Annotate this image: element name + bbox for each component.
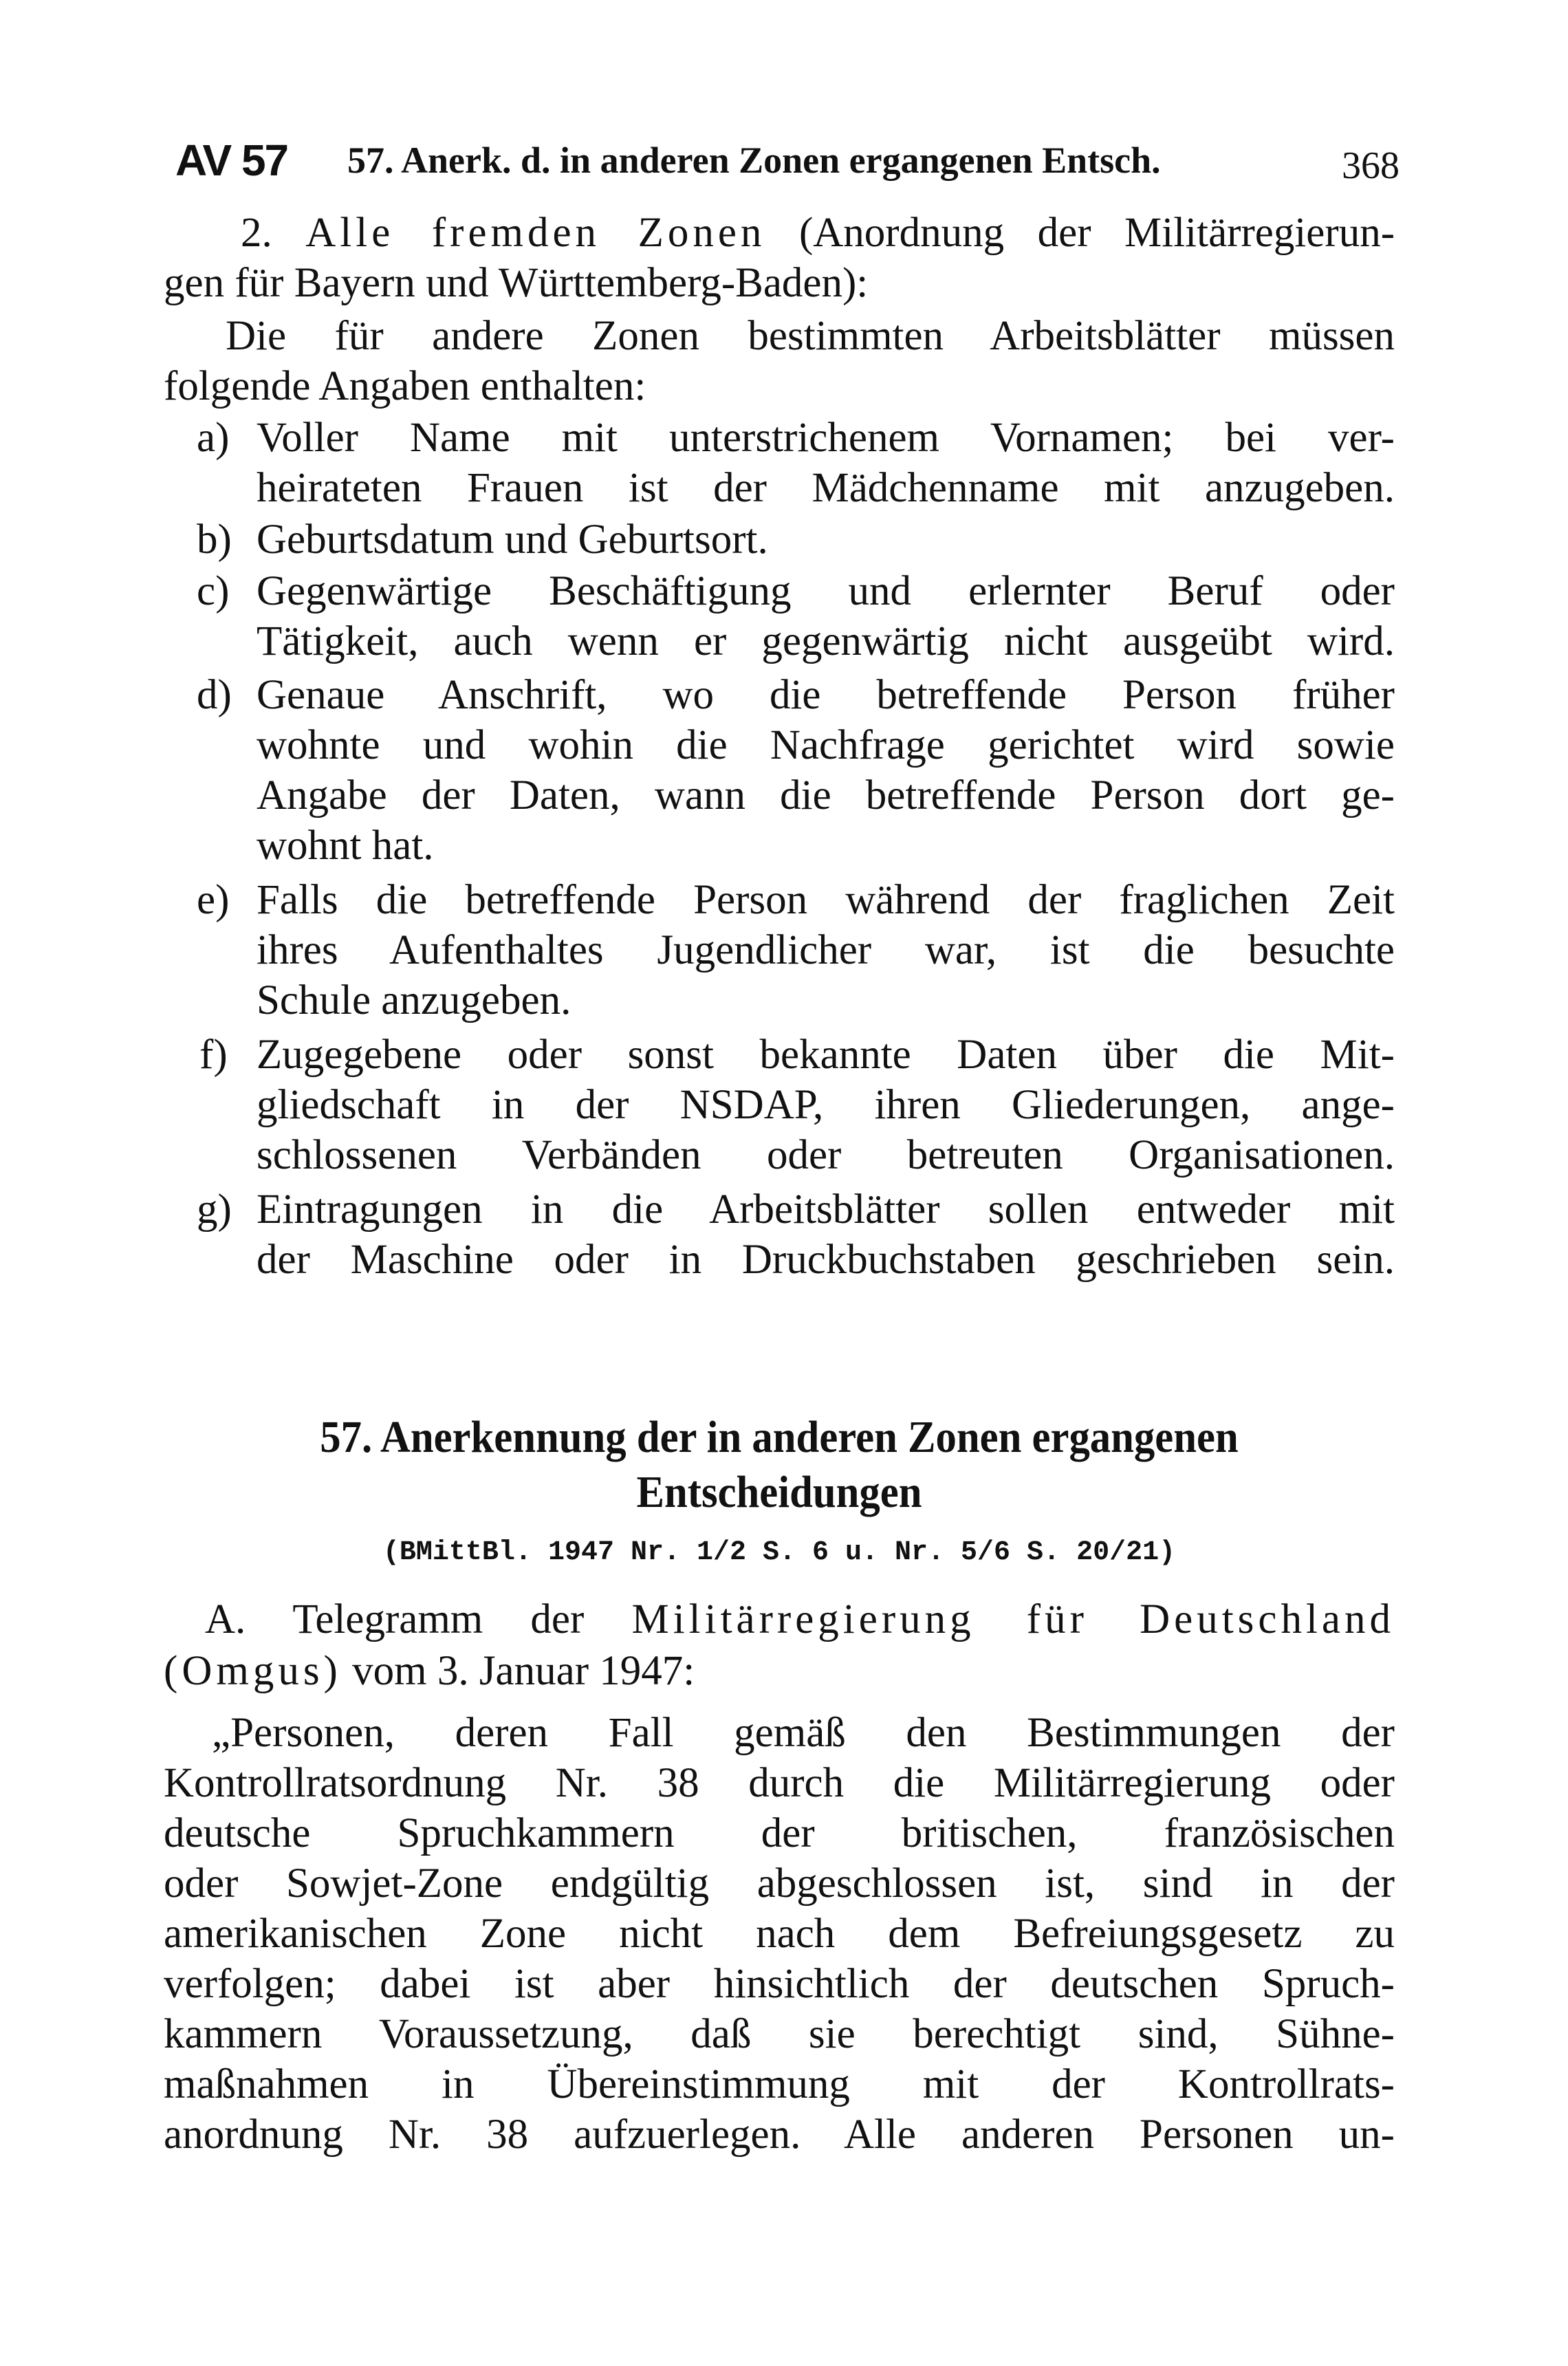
quote-line: amerikanischen Zone nicht nach dem Befreiungsgesetz zu bbox=[164, 1911, 1395, 1957]
list-item-line: Voller Name mit unterstrichenem Vornamen; bei ver- bbox=[257, 415, 1395, 461]
telegram-rest: vom 3. Januar 1947: bbox=[352, 1648, 695, 1694]
quote-line: „Personen, deren Fall gemäß den Bestimmungen der bbox=[212, 1710, 1395, 1756]
list-item-line: Angabe der Daten, wann die betreffende Person dort ge- bbox=[257, 772, 1395, 818]
list-item-label: d) bbox=[197, 672, 232, 718]
header-code: AV 57 bbox=[175, 135, 288, 185]
list-item-label: c) bbox=[197, 568, 230, 614]
list-item-line: Falls die betreffende Person während der fraglichen Zeit bbox=[257, 877, 1395, 923]
list-item-label: g) bbox=[197, 1186, 232, 1233]
spaced-heading: Militärregierung für Deutschland bbox=[631, 1596, 1395, 1642]
header-title: 57. Anerk. d. in anderen Zonen ergangenen Entsch. bbox=[347, 140, 1161, 181]
telegram-prefix: A. Telegramm der bbox=[205, 1596, 585, 1642]
list-item-label: b) bbox=[197, 517, 232, 563]
quote-line: Kontrollratsordnung Nr. 38 durch die Militärregierung oder bbox=[164, 1760, 1395, 1806]
list-item-line: wohnte und wohin die Nachfrage gerichtet wird sowie bbox=[257, 722, 1395, 768]
list-number: 2. bbox=[241, 210, 272, 256]
list-item-label: f) bbox=[199, 1032, 228, 1078]
list-item-line: Schule anzugeben. bbox=[257, 977, 571, 1023]
paragraph-line: folgende Angaben enthalten: bbox=[164, 363, 646, 409]
heading-rest: (Anordnung der Militärregierun- bbox=[798, 210, 1395, 256]
quote-line: verfolgen; dabei ist aber hinsichtlich der deutschen Spruch- bbox=[164, 1961, 1395, 2007]
section-source: (BMittBl. 1947 Nr. 1/2 S. 6 u. Nr. 5/6 S. 20/21) bbox=[382, 1537, 1176, 1568]
list-item-line: Geburtsdatum und Geburtsort. bbox=[257, 517, 768, 563]
page-number: 368 bbox=[1342, 144, 1400, 187]
list-item-line: gliedschaft in der NSDAP, ihren Gliederungen, ange- bbox=[257, 1082, 1395, 1128]
list-item-line: Eintragungen in die Arbeitsblätter sollen entweder mit bbox=[257, 1186, 1395, 1233]
list-item-line: der Maschine oder in Druckbuchstaben geschrieben sein. bbox=[257, 1237, 1395, 1283]
paragraph-line: gen für Bayern und Württemberg-Baden): bbox=[164, 260, 869, 306]
paragraph-line: Die für andere Zonen bestimmten Arbeitsblätter müssen bbox=[226, 313, 1395, 359]
paragraph-line bbox=[205, 1594, 1395, 1645]
spaced-heading: (Omgus) bbox=[164, 1648, 342, 1694]
list-item-line: Zugegebene oder sonst bekannte Daten über die Mit- bbox=[257, 1032, 1395, 1078]
list-item-line: heirateten Frauen ist der Mädchenname mit anzugeben. bbox=[257, 465, 1395, 511]
paragraph-line bbox=[241, 208, 1395, 258]
list-item-line: ihres Aufenthaltes Jugendlicher war, ist die besuchte bbox=[257, 927, 1395, 973]
list-item-line: Tätigkeit, auch wenn er gegenwärtig nicht ausgeübt wird. bbox=[257, 618, 1395, 664]
quote-line: kammern Voraussetzung, daß sie berechtigt sind, Sühne- bbox=[164, 2011, 1395, 2057]
list-item-line: schlossenen Verbänden oder betreuten Organisationen. bbox=[257, 1132, 1395, 1178]
spaced-heading: Alle fremden Zonen bbox=[305, 210, 766, 256]
list-item-label: e) bbox=[197, 877, 230, 923]
quote-line: anordnung Nr. 38 aufzuerlegen. Alle anderen Personen un- bbox=[164, 2112, 1395, 2158]
section-title: 57. Anerkennung der in anderen Zonen ergangenen bbox=[320, 1412, 1239, 1462]
running-header bbox=[175, 129, 1400, 191]
list-item-label: a) bbox=[197, 415, 230, 461]
paragraph-line bbox=[164, 1646, 1395, 1696]
quote-line: oder Sowjet-Zone endgültig abgeschlossen ist, sind in der bbox=[164, 1860, 1395, 1907]
list-item-line: Gegenwärtige Beschäftigung und erlernter Beruf oder bbox=[257, 568, 1395, 614]
list-item-line: Genaue Anschrift, wo die betreffende Person früher bbox=[257, 672, 1395, 718]
list-item-line: wohnt hat. bbox=[257, 823, 434, 869]
quote-line: maßnahmen in Übereinstimmung mit der Kontrollrats- bbox=[164, 2061, 1395, 2107]
quote-line: deutsche Spruchkammern der britischen, französischen bbox=[164, 1810, 1395, 1856]
section-title: Entscheidungen bbox=[636, 1467, 922, 1517]
